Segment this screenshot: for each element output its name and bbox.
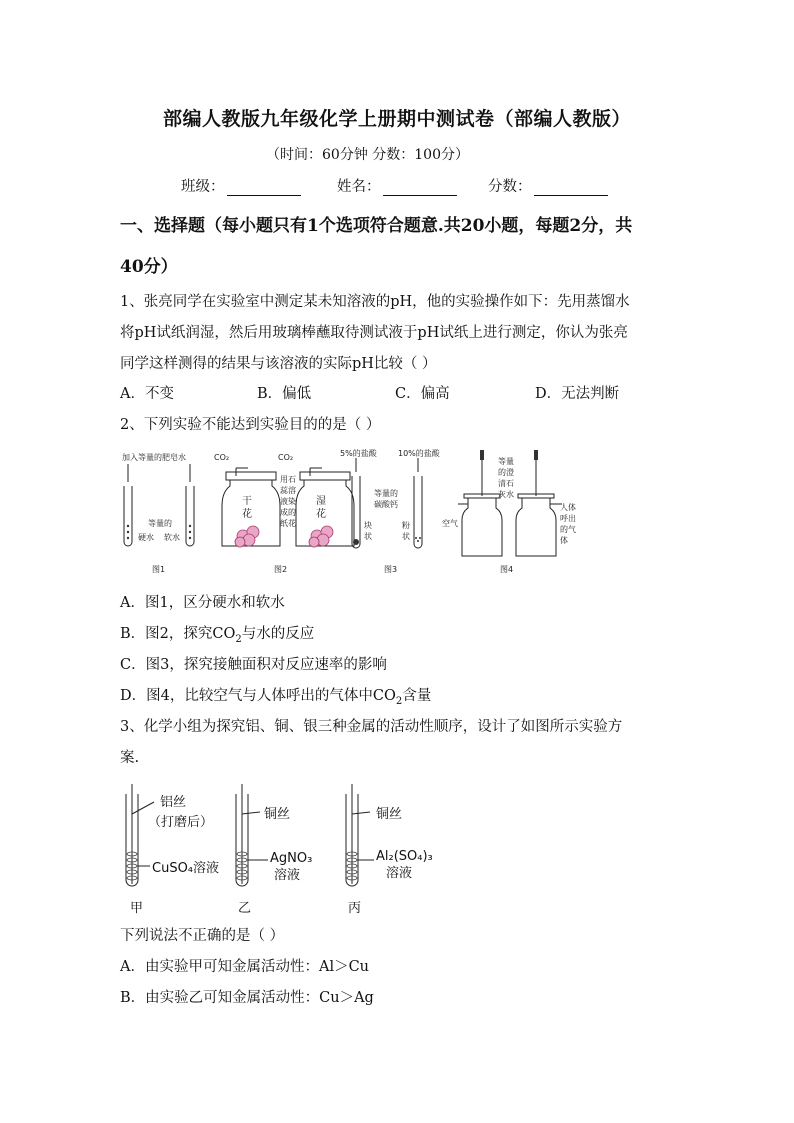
fig3-acid-right: 10%的盐酸 bbox=[398, 449, 440, 458]
q2-option-d-post: 含量 bbox=[402, 688, 432, 704]
tube3-wire-label: 铜丝 bbox=[376, 807, 403, 822]
fig2-jar1-char2: 花 bbox=[242, 509, 252, 520]
fig3-caption: 图3 bbox=[384, 565, 398, 574]
fig4-caption: 图4 bbox=[500, 565, 514, 574]
section-heading-line2: 40分） bbox=[120, 257, 178, 277]
tube2-solution-2: 溶液 bbox=[274, 868, 301, 883]
fig4-right-2: 呼出 bbox=[560, 514, 576, 523]
q3-prompt: 下列说法不正确的是（ ） bbox=[120, 928, 285, 944]
tube3-solution-1: Al₂(SO₄)₃ bbox=[376, 849, 433, 864]
fig4-right-1: 人体 bbox=[560, 503, 576, 512]
fig2-gas-right: CO₂ bbox=[278, 453, 294, 462]
fig4-top-1: 等量 bbox=[498, 457, 514, 466]
class-label: 班级： bbox=[181, 179, 225, 195]
fig2-desc-4: 成的 bbox=[280, 508, 296, 517]
q3-line2: 案. bbox=[120, 750, 140, 766]
q2-option-b-pre: B．图2，探究CO bbox=[120, 626, 236, 642]
q2-option-b-post: 与水的反应 bbox=[241, 626, 315, 642]
section-heading-line1: 一、选择题（每小题只有1个选项符合题意.共20小题，每题2分，共 bbox=[120, 216, 633, 236]
q1-option-a: A．不变 bbox=[120, 386, 174, 402]
fig2-gas-left: CO₂ bbox=[214, 453, 230, 462]
tube1-solution: CuSO₄溶液 bbox=[152, 861, 220, 876]
q2-option-b-sub: 2 bbox=[235, 633, 242, 645]
score-label: 分数： bbox=[488, 179, 532, 195]
q2-option-d-pre: D．图4，比较空气与人体呼出的气体中CO bbox=[120, 688, 396, 704]
fig2-caption: 图2 bbox=[274, 565, 288, 574]
fig4-right-4: 体 bbox=[560, 536, 568, 545]
tube3-solution-2: 溶液 bbox=[386, 866, 413, 881]
class-field bbox=[181, 175, 301, 196]
fig3-right-2: 状 bbox=[402, 532, 410, 541]
name-field bbox=[337, 175, 457, 196]
tube1-wire-label: 铝丝 bbox=[160, 795, 187, 810]
score-field bbox=[488, 175, 608, 196]
q1-option-b: B．偏低 bbox=[257, 386, 312, 402]
fig4-top-3: 清石 bbox=[498, 479, 514, 488]
q2-stem: 2、下列实验不能达到实验目的的是（ ） bbox=[120, 417, 381, 433]
tube1-caption: 甲 bbox=[130, 901, 144, 916]
fig2-desc-1: 用石 bbox=[280, 475, 296, 484]
score-blank bbox=[534, 181, 608, 196]
fig3-right-1: 粉 bbox=[402, 521, 410, 530]
q2-option-a: A．图1，区分硬水和软水 bbox=[120, 595, 285, 611]
fig4-left-label: 空气 bbox=[442, 519, 458, 528]
tube2-wire-label: 铜丝 bbox=[264, 807, 291, 822]
fig2-jar2-char2: 花 bbox=[316, 509, 326, 520]
fig1-mid-label: 等量的 bbox=[148, 519, 172, 528]
fig1-left-label: 硬水 bbox=[138, 533, 154, 542]
fig4-top-2: 的澄 bbox=[498, 468, 514, 477]
q3-option-b: B．由实验乙可知金属活动性：Cu＞Ag bbox=[120, 990, 374, 1006]
q2-option-c: C．图3，探究接触面积对反应速率的影响 bbox=[120, 657, 387, 673]
q1-line2: 将pH试纸润湿，然后用玻璃棒蘸取待测试液于pH试纸上进行测定，你认为张亮 bbox=[120, 325, 628, 341]
fig3-desc-1: 等量的 bbox=[374, 489, 398, 498]
fig3-desc-2: 碳酸钙 bbox=[374, 500, 398, 509]
fig1-top-label: 加入等量的肥皂水 bbox=[122, 453, 186, 462]
q2-experiment-figure bbox=[118, 446, 588, 580]
exam-meta: （时间：60分钟 分数：100分） bbox=[266, 147, 469, 163]
tube1-note: （打磨后） bbox=[148, 815, 214, 830]
fig2-jar1-char1: 干 bbox=[242, 496, 252, 507]
tube2-caption: 乙 bbox=[238, 901, 252, 916]
q2-option-d-sub: 2 bbox=[395, 695, 403, 707]
q2-option-d bbox=[120, 684, 431, 707]
fig2-jar2-char1: 湿 bbox=[316, 496, 326, 507]
q3-metal-activity-figure bbox=[120, 780, 460, 920]
tube2-solution-1: AgNO₃ bbox=[270, 851, 313, 866]
q2-option-b bbox=[120, 622, 314, 645]
page-title: 部编人教版九年级化学上册期中测试卷（部编人教版） bbox=[162, 108, 631, 130]
q1-line1: 1、张亮同学在实验室中测定某未知溶液的pH，他的实验操作如下：先用蒸馏水 bbox=[120, 294, 630, 310]
q3-line1: 3、化学小组为探究铝、铜、银三种金属的活动性顺序，设计了如图所示实验方 bbox=[120, 719, 623, 735]
fig4-top-4: 灰水 bbox=[498, 490, 514, 499]
fig3-acid-left: 5%的盐酸 bbox=[340, 449, 377, 458]
q1-option-d: D．无法判断 bbox=[535, 386, 620, 402]
fig2-desc-5: 纸花 bbox=[280, 519, 296, 528]
fig4-right-3: 的气 bbox=[560, 525, 576, 534]
name-label: 姓名： bbox=[337, 179, 381, 195]
fig2-desc-3: 液染 bbox=[280, 497, 296, 506]
fig2-desc-2: 蕊溶 bbox=[280, 486, 296, 495]
fig1-right-label: 软水 bbox=[164, 533, 180, 542]
fig3-left-1: 块 bbox=[364, 521, 372, 530]
fig1-caption: 图1 bbox=[152, 565, 166, 574]
name-blank bbox=[383, 181, 457, 196]
q3-option-a: A．由实验甲可知金属活动性：Al＞Cu bbox=[120, 959, 370, 975]
tube3-caption: 丙 bbox=[348, 901, 362, 916]
class-blank bbox=[227, 181, 301, 196]
q1-line3: 同学这样测得的结果与该溶液的实际pH比较（ ） bbox=[120, 356, 437, 372]
q1-option-c: C．偏高 bbox=[395, 386, 450, 402]
fig3-left-2: 状 bbox=[364, 532, 372, 541]
